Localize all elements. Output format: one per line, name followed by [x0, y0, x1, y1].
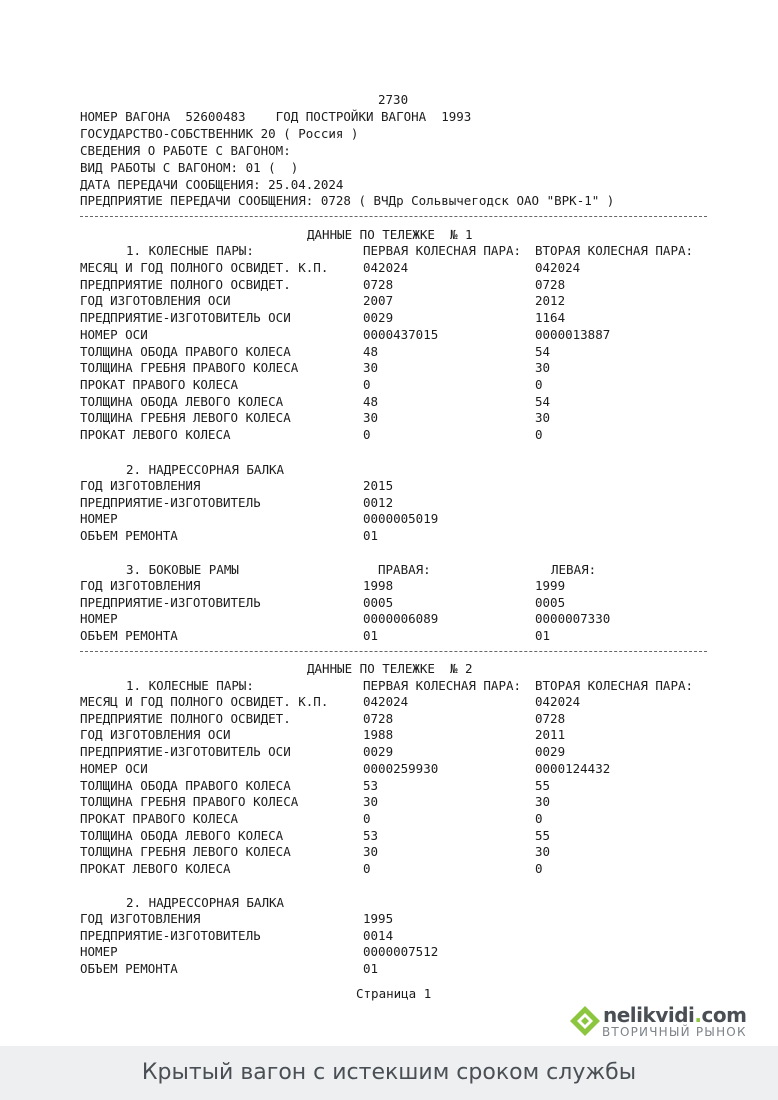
row-label: ПРОКАТ ПРАВОГО КОЛЕСА — [80, 376, 239, 392]
image-caption: Крытый вагон с истекшим сроком службы — [141, 1060, 637, 1085]
row-value-first: 2007 — [363, 293, 394, 309]
row-label: ТОЛЩИНА ОБОДА ЛЕВОГО КОЛЕСА — [80, 393, 284, 409]
page-number: Страница 1 — [356, 986, 432, 1001]
row-value-second: 0000013887 — [535, 326, 611, 342]
row-value-first: 0000437015 — [363, 326, 439, 342]
row-label: НОМЕР — [80, 944, 118, 960]
row-value-second: 2011 — [535, 727, 566, 743]
row-label: ПРОКАТ ЛЕВОГО КОЛЕСА — [80, 861, 231, 876]
row-value-right: 0005 — [363, 594, 394, 610]
row-value-second: 0 — [535, 810, 543, 826]
row-value-first: 53 — [363, 827, 379, 843]
row-label: ТОЛЩИНА ОБОДА ПРАВОГО КОЛЕСА — [80, 777, 291, 793]
row-value-second: 042024 — [535, 260, 581, 275]
row-label: ГОД ИЗГОТОВЛЕНИЯ — [80, 478, 201, 493]
watermark-brand-main: nelikvidi — [603, 1003, 695, 1027]
bogie-1-right-frame-header: ПРАВАЯ: — [378, 562, 431, 577]
enterprise-line: ПРЕДПРИЯТИЕ ПЕРЕДАЧИ СООБЩЕНИЯ: 0728 ( ВЧДр Сольвычегодск ОАО "ВРК-1" ) — [80, 193, 615, 208]
bogie-1-side-frames-heading: 3. БОКОВЫЕ РАМЫ — [126, 562, 239, 577]
row-label: ОБЪЕМ РЕМОНТА — [80, 528, 178, 544]
row-label: ГОД ИЗГОТОВЛЕНИЯ ОСИ — [80, 293, 231, 309]
watermark-brand — [603, 1003, 746, 1027]
row-label: МЕСЯЦ И ГОД ПОЛНОГО ОСВИДЕТ. К.П. — [80, 260, 329, 275]
watermark-tagline: ВТОРИЧНЫЙ РЫНОК — [602, 1025, 747, 1039]
row-value-right: 1998 — [363, 578, 394, 593]
row-value-second: 30 — [535, 844, 551, 860]
row-value-first: 30 — [363, 844, 379, 860]
separator-line — [80, 651, 707, 652]
row-label: ТОЛЩИНА ОБОДА ЛЕВОГО КОЛЕСА — [80, 827, 284, 843]
row-label: МЕСЯЦ И ГОД ПОЛНОГО ОСВИДЕТ. К.П. — [80, 694, 329, 709]
row-label: ТОЛЩИНА ГРЕБНЯ ПРАВОГО КОЛЕСА — [80, 794, 299, 810]
row-value-left: 0005 — [535, 594, 566, 610]
row-value-second: 54 — [535, 343, 551, 359]
bogie-1-left-frame-header: ЛЕВАЯ: — [551, 562, 597, 577]
row-label: ПРОКАТ ПРАВОГО КОЛЕСА — [80, 810, 239, 826]
row-value-value: 0000007512 — [363, 944, 439, 960]
row-value-first: 0728 — [363, 710, 394, 726]
row-value-second: 30 — [535, 794, 551, 810]
bogie-2-title: ДАННЫЕ ПО ТЕЛЕЖКЕ № 2 — [307, 661, 473, 676]
row-value-second: 0728 — [535, 276, 566, 292]
row-value-second: 0029 — [535, 744, 566, 760]
row-value-second: 0000124432 — [535, 760, 611, 776]
row-value-second: 30 — [535, 410, 551, 426]
row-value-first: 0029 — [363, 310, 394, 326]
row-value-right: 01 — [363, 628, 379, 644]
row-value-value: 01 — [363, 961, 379, 977]
row-label: НОМЕР ОСИ — [80, 760, 148, 776]
row-label: ТОЛЩИНА ГРЕБНЯ ПРАВОГО КОЛЕСА — [80, 360, 299, 376]
wagon-number-line: НОМЕР ВАГОНА 52600483 ГОД ПОСТРОЙКИ ВАГОНА 1993 — [80, 109, 472, 124]
work-info-line: СВЕДЕНИЯ О РАБОТЕ С ВАГОНОМ: — [80, 143, 291, 158]
row-value-second: 55 — [535, 777, 551, 793]
row-value-first: 0029 — [363, 744, 394, 760]
row-value-second: 042024 — [535, 694, 581, 709]
bogie-1-second-wheelset-header: ВТОРАЯ КОЛЕСНАЯ ПАРА: — [535, 243, 694, 258]
row-label: ОБЪЕМ РЕМОНТА — [80, 628, 178, 644]
row-value-first: 0 — [363, 427, 371, 442]
row-value-first: 48 — [363, 393, 379, 409]
bogie-1-bolster-heading: 2. НАДРЕССОРНАЯ БАЛКА — [126, 462, 285, 477]
work-type-line: ВИД РАБОТЫ С ВАГОНОМ: 01 ( ) — [80, 160, 299, 175]
row-value-right: 0000006089 — [363, 611, 439, 627]
row-value-value: 0012 — [363, 494, 394, 510]
row-value-second: 2012 — [535, 293, 566, 309]
row-value-second: 55 — [535, 827, 551, 843]
row-label: ПРЕДПРИЯТИЕ-ИЗГОТОВИТЕЛЬ — [80, 594, 261, 610]
row-value-value: 2015 — [363, 478, 394, 493]
bogie-2-bolster-heading: 2. НАДРЕССОРНАЯ БАЛКА — [126, 895, 285, 910]
row-value-value: 1995 — [363, 911, 394, 926]
bogie-1-first-wheelset-header: ПЕРВАЯ КОЛЕСНАЯ ПАРА: — [363, 243, 522, 258]
row-value-second: 0 — [535, 861, 543, 876]
row-value-second: 0 — [535, 376, 543, 392]
owner-state-line: ГОСУДАРСТВО-СОБСТВЕННИК 20 ( Россия ) — [80, 126, 359, 141]
row-label: ТОЛЩИНА ГРЕБНЯ ЛЕВОГО КОЛЕСА — [80, 410, 291, 426]
row-label: ГОД ИЗГОТОВЛЕНИЯ — [80, 911, 201, 926]
row-value-second: 0728 — [535, 710, 566, 726]
row-label: НОМЕР — [80, 511, 118, 527]
row-label: ПРЕДПРИЯТИЕ ПОЛНОГО ОСВИДЕТ. — [80, 710, 291, 726]
row-value-first: 0728 — [363, 276, 394, 292]
row-value-first: 0 — [363, 810, 371, 826]
row-label: ПРОКАТ ЛЕВОГО КОЛЕСА — [80, 427, 231, 442]
row-label: ТОЛЩИНА ОБОДА ПРАВОГО КОЛЕСА — [80, 343, 291, 359]
row-value-first: 48 — [363, 343, 379, 359]
row-label: ОБЪЕМ РЕМОНТА — [80, 961, 178, 977]
row-value-first: 30 — [363, 794, 379, 810]
bogie-1-wheelsets-heading: 1. КОЛЕСНЫЕ ПАРЫ: — [126, 243, 254, 258]
row-value-second: 30 — [535, 360, 551, 376]
message-date-line: ДАТА ПЕРЕДАЧИ СООБЩЕНИЯ: 25.04.2024 — [80, 177, 344, 192]
bogie-2-second-wheelset-header: ВТОРАЯ КОЛЕСНАЯ ПАРА: — [535, 678, 694, 693]
row-label: ПРЕДПРИЯТИЕ-ИЗГОТОВИТЕЛЬ — [80, 927, 261, 943]
row-value-value: 01 — [363, 528, 379, 544]
row-label: ГОД ИЗГОТОВЛЕНИЯ ОСИ — [80, 727, 231, 743]
row-label: ПРЕДПРИЯТИЕ-ИЗГОТОВИТЕЛЬ ОСИ — [80, 744, 291, 760]
separator-line — [80, 216, 707, 217]
watermark-brand-suffix: com — [701, 1003, 747, 1027]
row-value-first: 0000259930 — [363, 760, 439, 776]
row-label: НОМЕР ОСИ — [80, 326, 148, 342]
row-label: ГОД ИЗГОТОВЛЕНИЯ — [80, 578, 201, 593]
row-value-left: 01 — [535, 628, 551, 644]
row-value-second: 0 — [535, 427, 543, 442]
row-value-first: 1988 — [363, 727, 394, 743]
watermark-brand-dot: . — [694, 1003, 702, 1027]
row-value-left: 1999 — [535, 578, 566, 593]
row-value-first: 0 — [363, 376, 371, 392]
bogie-2-wheelsets-heading: 1. КОЛЕСНЫЕ ПАРЫ: — [126, 678, 254, 693]
row-label: ПРЕДПРИЯТИЕ-ИЗГОТОВИТЕЛЬ ОСИ — [80, 310, 291, 326]
row-value-second: 54 — [535, 393, 551, 409]
row-value-first: 53 — [363, 777, 379, 793]
row-value-second: 1164 — [535, 310, 566, 326]
row-value-first: 042024 — [363, 260, 409, 275]
row-value-value: 0000005019 — [363, 511, 439, 527]
document-number: 2730 — [378, 92, 409, 107]
bogie-2-first-wheelset-header: ПЕРВАЯ КОЛЕСНАЯ ПАРА: — [363, 678, 522, 693]
row-value-first: 30 — [363, 360, 379, 376]
row-value-first: 042024 — [363, 694, 409, 709]
bogie-1-title: ДАННЫЕ ПО ТЕЛЕЖКЕ № 1 — [307, 227, 473, 242]
row-value-first: 30 — [363, 410, 379, 426]
row-label: НОМЕР — [80, 611, 118, 627]
row-value-value: 0014 — [363, 927, 394, 943]
row-label: ПРЕДПРИЯТИЕ ПОЛНОГО ОСВИДЕТ. — [80, 276, 291, 292]
row-value-first: 0 — [363, 861, 371, 876]
row-value-left: 0000007330 — [535, 611, 611, 627]
row-label: ПРЕДПРИЯТИЕ-ИЗГОТОВИТЕЛЬ — [80, 494, 261, 510]
row-label: ТОЛЩИНА ГРЕБНЯ ЛЕВОГО КОЛЕСА — [80, 844, 291, 860]
